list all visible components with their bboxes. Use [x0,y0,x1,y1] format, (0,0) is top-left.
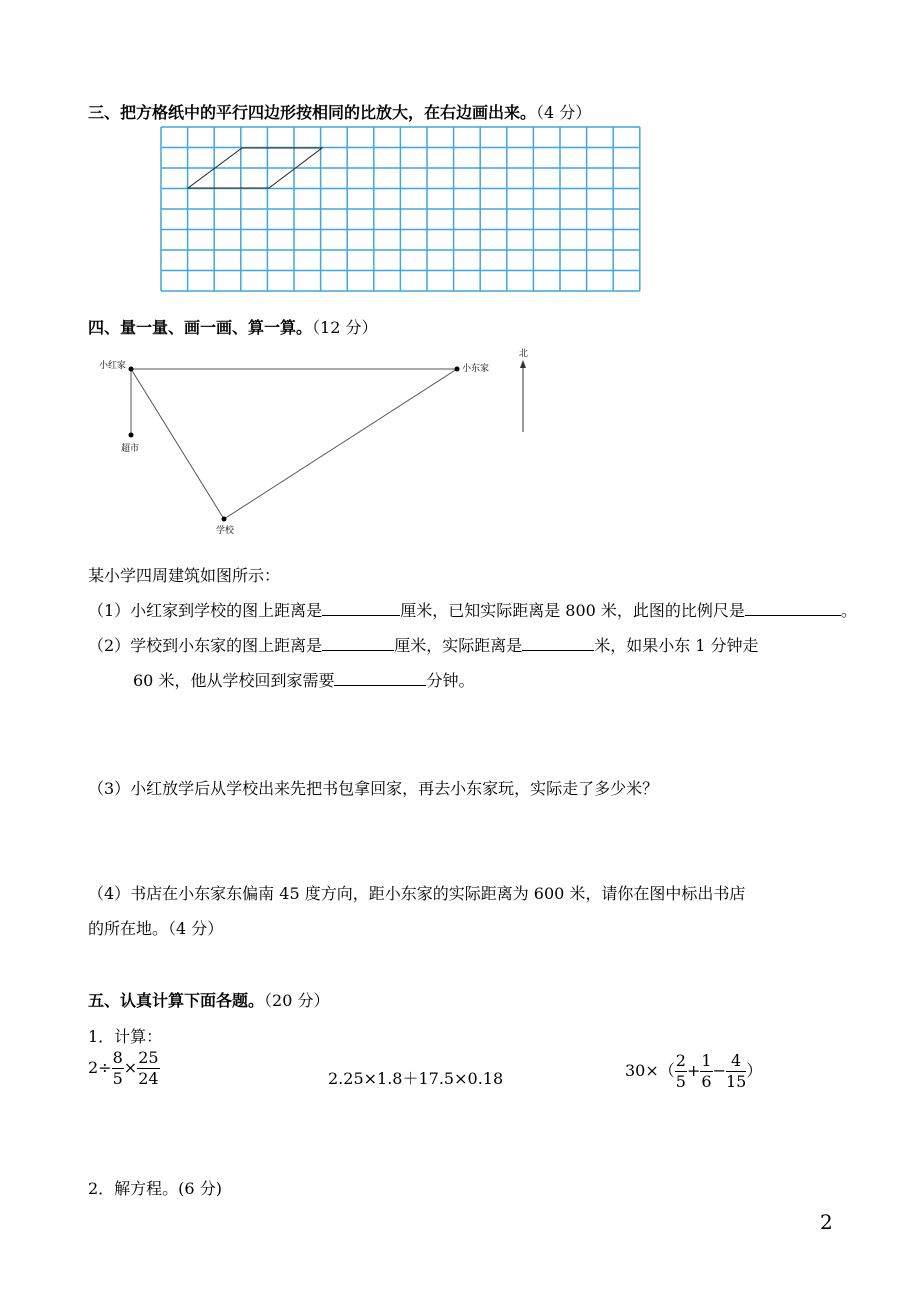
section3-heading [88,100,591,123]
section5-points: （20 分） [264,991,330,1010]
expression-3: 30×（ $\frac{2}{5}$ + $\frac{1}{6}$ − $\frac{4}{15}$ ） [625,1051,763,1091]
fraction: $\frac{25}{24}$ [138,1048,159,1088]
xiaohong-home-point [129,367,134,372]
label-xiaodong-home: 小东家 [462,364,490,374]
supermarket-point [129,433,134,438]
fraction: $\frac{4}{15}$ [725,1051,747,1091]
question-2-continued: 60 米，他从学校回到家需要 分钟。 [133,671,475,690]
answer-blank-3[interactable] [322,634,394,651]
question-3: （3）小红放学后从学校出来先把书包拿回家，再去小东家玩，实际走了多少米？ [88,779,659,798]
expression-2: 2.25×1.8＋17.5×0.18 [328,1069,504,1088]
section3-title: 三、把方格纸中的平行四边形按相同的比放大，在右边画出来。 [88,103,537,122]
label-supermarket: 超市 [121,444,140,454]
section4-title: 四、量一量、画一画、算一算。 [88,318,313,337]
label-xiaohong-home: 小红家 [99,361,127,371]
question-4-line1: （4）书店在小东家东偏南 45 度方向，距小东家的实际距离为 600 米，请你在图中标出书店 [88,884,746,903]
equation-subtitle: 2．解方程。(6 分) [88,1179,222,1198]
fraction: $\frac{2}{5}$ [675,1051,686,1091]
question-4-line2: 的所在地。（4 分） [88,919,224,938]
fraction: $\frac{8}{5}$ [112,1048,123,1088]
fraction: $\frac{1}{6}$ [701,1051,712,1091]
question-1: （1）小红家到学校的图上距离是 厘米，已知实际距离是 800 米，此图的比例尺是 。 [88,601,857,620]
answer-blank-2[interactable] [745,599,841,616]
section4-intro: 某小学四周建筑如图所示： [88,566,281,585]
xiaodong-home-point [455,367,460,372]
square-grid[interactable] [160,126,642,294]
school-point [222,517,227,522]
label-north: 北 [519,349,529,359]
section4-points: （12 分） [312,318,378,337]
section4-heading [88,315,377,338]
answer-blank-5[interactable] [334,669,426,686]
question-2: （2）学校到小东家的图上距离是 厘米，实际距离是 米，如果小东 1 分钟走 [88,636,759,655]
page-number: 2 [820,1210,833,1234]
north-arrow-head [520,360,526,368]
answer-blank-1[interactable] [322,599,400,616]
section5-title: 五、认真计算下面各题。 [88,991,265,1010]
section5-heading [88,988,329,1011]
calc-subtitle: 1．计算： [88,1027,163,1046]
answer-blank-4[interactable] [522,634,594,651]
expression-1: 2÷ $\frac{8}{5}$ × $\frac{25}{24}$ [88,1048,159,1088]
section3-points: （4 分） [536,103,592,122]
label-school: 学校 [216,526,235,536]
